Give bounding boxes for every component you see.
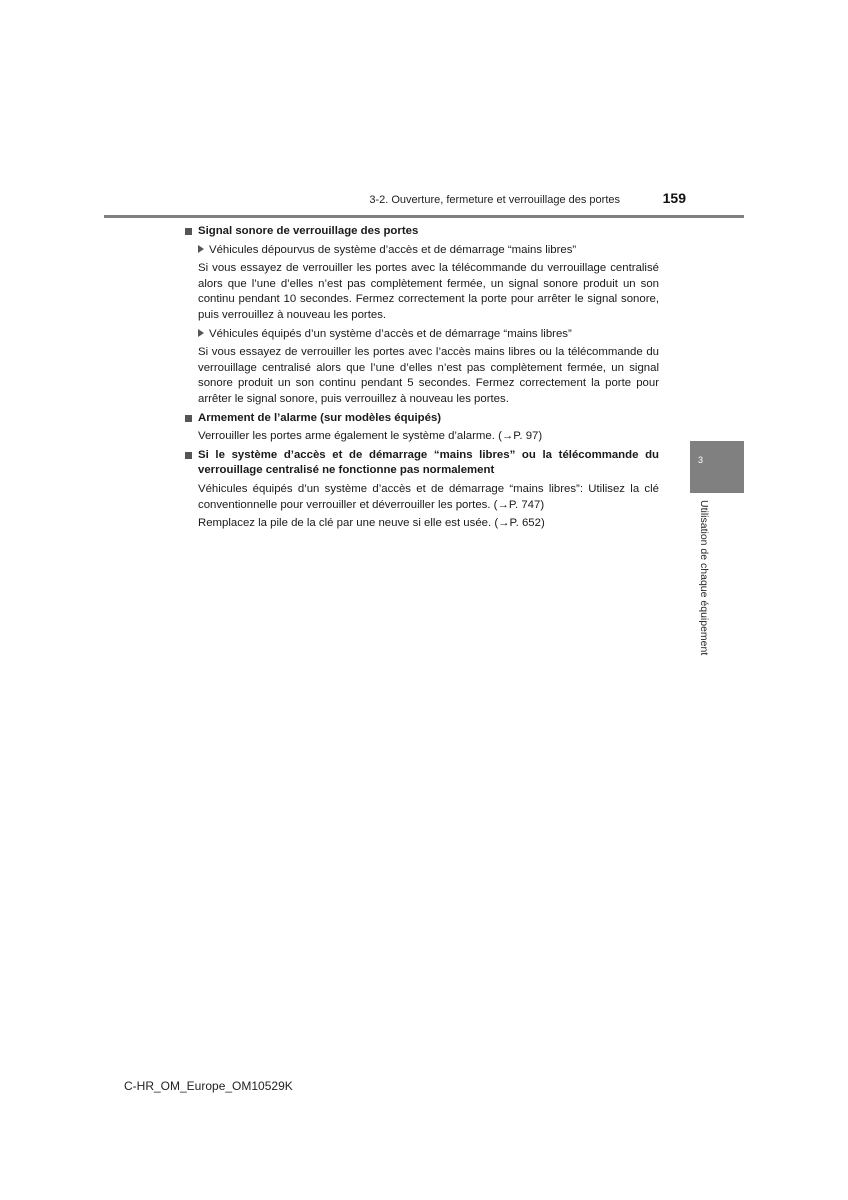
chapter-tab [690, 441, 744, 493]
paragraph: Si vous essayez de verrouiller les portes avec l’accès mains libres ou la télécommande du verrouillage centralisé alors que l’une d’elles n’est pas complètement fermée, un signal sonore produit un son continu pendant 5 secondes. Fermez correctement la porte pour arrêter le signal sonore, puis verrouillez à nouveau les portes. [198, 346, 659, 405]
running-header-title: 3-2. Ouverture, fermeture et verrouillage des portes [369, 194, 620, 206]
section-heading-text: Signal sonore de verrouillage des portes [198, 225, 419, 237]
section-heading-text: Si le système d’accès et de démarrage “mains libres” ou la télécommande du verrouillage centralisé ne fonctionne pas normalement [198, 448, 659, 477]
paragraph: Véhicules équipés d’un système d’accès et de démarrage “mains libres”: Utilisez la clé conventionnelle pour verrouiller et déverrouiller les portes. (→P. 747) [198, 482, 659, 511]
sub-heading-text: Véhicules équipés d’un système d’accès et de démarrage “mains libres” [209, 327, 572, 340]
page-content [185, 224, 659, 535]
triangle-bullet-icon [198, 245, 204, 253]
chapter-label: Utilisation de chaque équipement [698, 500, 710, 656]
section-heading-malfunction [185, 448, 659, 479]
section-heading-alarm [185, 411, 659, 427]
square-bullet-icon [185, 415, 192, 422]
sub-heading-without-smart-entry [198, 243, 659, 259]
paragraph: Si vous essayez de verrouiller les portes avec la télécommande du verrouillage centralisé alors que l’une d’elles n’est pas complètement fermée, un signal sonore produit un son continu pendant 10 secondes. Fermez correctement la porte pour arrêter le signal sonore, puis verrouillez à nouveau les portes. [198, 262, 659, 321]
sub-heading-with-smart-entry [198, 327, 659, 343]
section-heading-text: Armement de l’alarme (sur modèles équipés) [198, 411, 442, 424]
paragraph: Verrouiller les portes arme également le système d’alarme. (→P. 97) [198, 430, 543, 443]
square-bullet-icon [185, 228, 192, 235]
section-heading-door-lock-buzzer [185, 224, 659, 240]
sub-heading-text: Véhicules dépourvus de système d’accès et de démarrage “mains libres” [209, 243, 577, 256]
triangle-bullet-icon [198, 329, 204, 337]
header-rule [104, 215, 744, 218]
paragraph: Remplacez la pile de la clé par une neuve si elle est usée. (→P. 652) [198, 517, 545, 530]
page-number: 159 [662, 190, 686, 206]
footer-doc-code: C-HR_OM_Europe_OM10529K [124, 1079, 293, 1093]
chapter-number: 3 [698, 455, 704, 465]
square-bullet-icon [185, 452, 192, 459]
